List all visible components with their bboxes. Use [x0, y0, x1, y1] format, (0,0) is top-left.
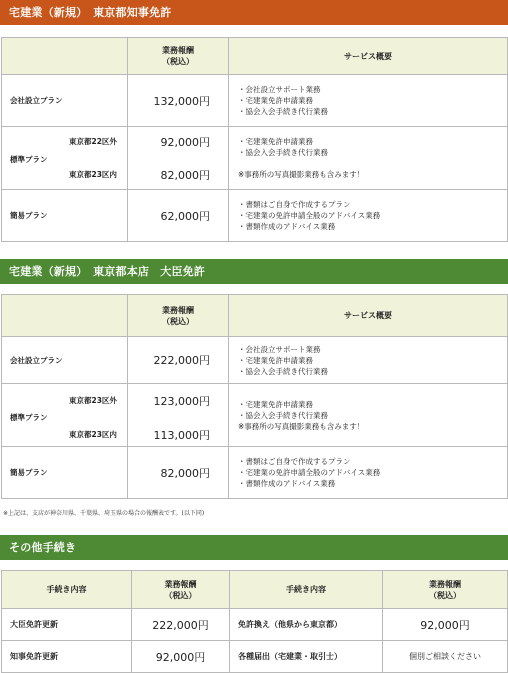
service-header: サービス概要	[229, 38, 508, 75]
fee-header-tax: （税込）	[162, 57, 194, 66]
service-standard	[229, 384, 508, 447]
service-line	[238, 158, 507, 169]
price-standard	[128, 384, 229, 447]
service-line: ・宅建業免許申請業務	[238, 137, 313, 146]
section3-title: その他手続き	[0, 535, 508, 560]
price-standard-2: 113,000円	[153, 429, 210, 442]
proc-header-right: 手続き内容	[230, 571, 383, 609]
plan-standard	[2, 384, 128, 447]
plan-standard-sub1: 東京都22区外	[69, 137, 117, 146]
proc-header-left: 手続き内容	[2, 571, 132, 609]
service-line: ・書類作成のアドバイス業務	[238, 479, 336, 488]
fee-header-right	[383, 571, 508, 609]
service-line: ・宅建業免許申請業務	[238, 96, 313, 105]
fee-header-label: 業務報酬	[429, 579, 461, 589]
footnote: ※上記は、支店が神奈川県、千葉県、埼玉県の場合の報酬表です。(以下同)	[3, 510, 205, 517]
service-line: ・宅建業免許申請業務	[238, 399, 313, 409]
service-line: ・協会入会手続き代行業務	[238, 107, 328, 116]
plan-standard-sub1: 東京都23区外	[69, 396, 117, 405]
service-simple	[229, 447, 508, 499]
section2-title: 宅建業（新規） 東京都本店 大臣免許	[0, 259, 508, 284]
plan-simple: 簡易プラン	[2, 190, 128, 242]
proc-left: 知事免許更新	[2, 641, 132, 673]
section2-price-table	[1, 294, 508, 499]
service-line: ・宅建業の免許申請全般のアドバイス業務	[238, 211, 381, 220]
fee-header-label: 業務報酬	[164, 579, 197, 589]
fee-header-tax: （税込）	[429, 590, 461, 600]
proc-right: 免許換え（他県から東京都）	[230, 609, 383, 641]
price-company: 132,000円	[128, 75, 229, 127]
service-line: ・書類作成のアドバイス業務	[238, 222, 336, 231]
plan-standard	[2, 127, 128, 190]
plan-standard-label: 標準プラン	[10, 413, 48, 422]
proc-left: 大臣免許更新	[2, 609, 132, 641]
header-blank	[2, 38, 128, 75]
price-simple: 82,000円	[128, 447, 229, 499]
price-standard-2: 82,000円	[160, 169, 210, 182]
service-line: ・会社設立サポート業務	[238, 85, 321, 94]
plan-standard-sub2: 東京都23区内	[69, 170, 117, 179]
service-simple	[229, 190, 508, 242]
service-note: ※事務所の写真撮影業務も含みます！	[238, 170, 365, 179]
service-line: ・書類はご自身で作成するプラン	[238, 200, 351, 209]
fee-header-label: 業務報酬	[162, 46, 194, 55]
service-line: ・宅建業の免許申請全般のアドバイス業務	[238, 468, 381, 477]
fee-header-tax: （税込）	[164, 590, 197, 600]
header-blank	[2, 295, 128, 337]
fee-header	[128, 295, 229, 337]
plan-simple: 簡易プラン	[2, 447, 128, 499]
service-company	[229, 337, 508, 384]
section1-title: 宅建業（新規） 東京都知事免許	[0, 0, 508, 25]
other-procedures-table	[1, 570, 508, 673]
price-standard-1: 123,000円	[153, 395, 210, 408]
proc-right-price: 個別ご相談ください	[383, 641, 508, 673]
price-standard	[128, 127, 229, 190]
service-header: サービス概要	[229, 295, 508, 337]
service-line: ・宅建業免許申請業務	[238, 355, 313, 365]
proc-right: 各種届出（宅建業・取引士）	[230, 641, 383, 673]
fee-header-label: 業務報酬	[162, 305, 194, 315]
service-line: ・協会入会手続き代行業務	[238, 148, 328, 157]
fee-header-left	[132, 571, 230, 609]
price-company: 222,000円	[128, 337, 229, 384]
section1-price-table	[1, 37, 508, 242]
service-line: ・書類はご自身で作成するプラン	[238, 457, 351, 466]
service-note: ※事務所の写真撮影業務も含みます！	[238, 421, 365, 431]
plan-company: 会社設立プラン	[2, 75, 128, 127]
service-line: ・協会入会手続き代行業務	[238, 410, 328, 420]
price-simple: 62,000円	[128, 190, 229, 242]
service-line: ・協会入会手続き代行業務	[238, 366, 328, 376]
proc-left-price: 92,000円	[132, 641, 230, 673]
proc-right-price: 92,000円	[383, 609, 508, 641]
plan-standard-sub2: 東京都23区内	[69, 430, 117, 439]
fee-header	[128, 38, 229, 75]
service-company	[229, 75, 508, 127]
service-line: ・会社設立サポート業務	[238, 344, 321, 354]
price-standard-1: 92,000円	[160, 136, 210, 149]
plan-standard-label: 標準プラン	[10, 155, 48, 164]
proc-left-price: 222,000円	[132, 609, 230, 641]
fee-header-tax: （税込）	[162, 316, 194, 326]
service-standard	[229, 127, 508, 190]
plan-company: 会社設立プラン	[2, 337, 128, 384]
